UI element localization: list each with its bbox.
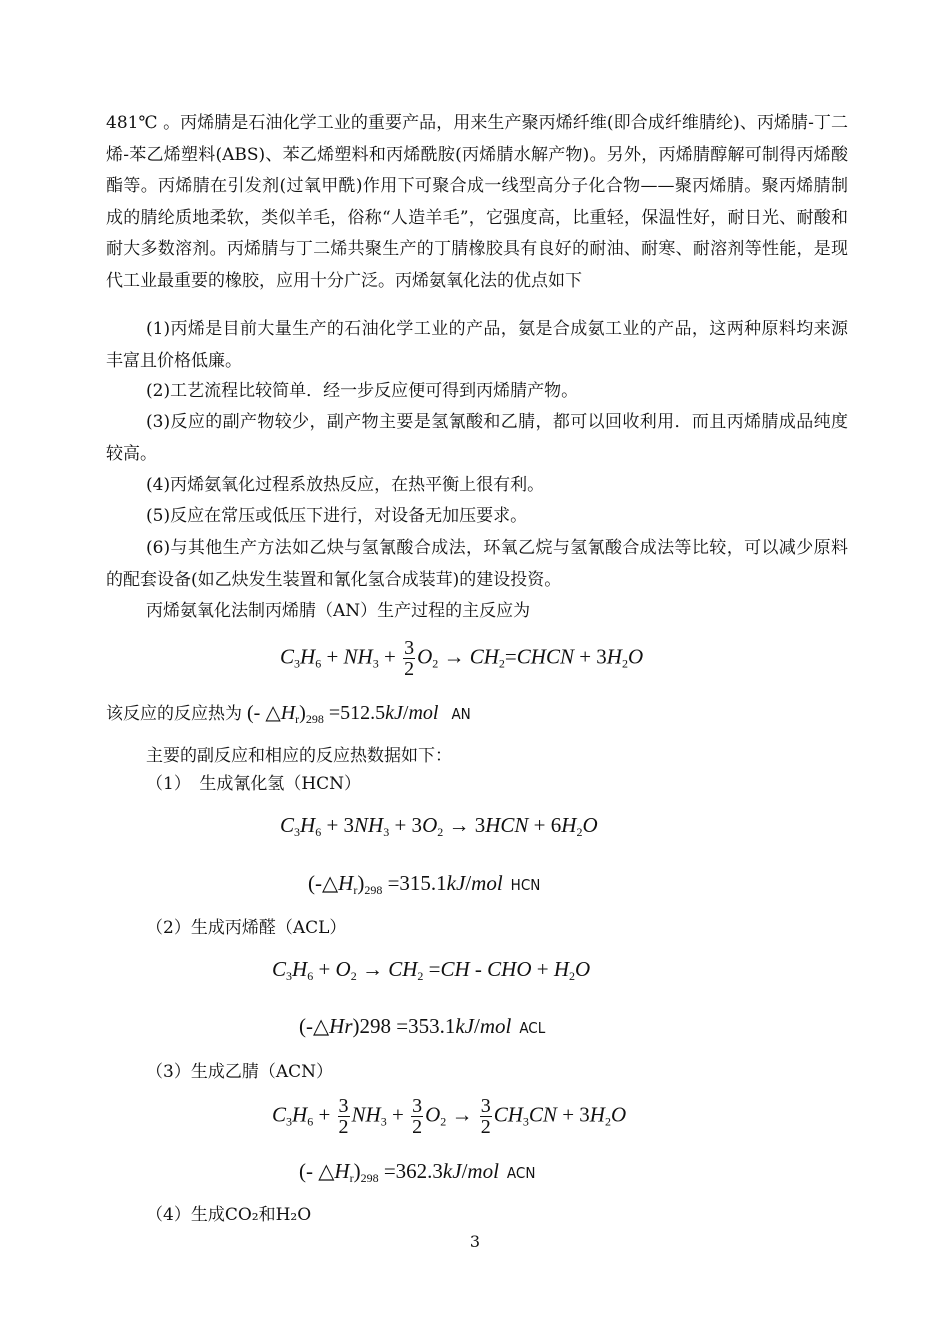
acl-heat-unit: ACL — [519, 1019, 546, 1037]
side-reaction-2-label: （2）生成丙烯醛（ACL） — [146, 918, 347, 938]
acn-heat-value: =362.3 — [383, 1159, 443, 1183]
main-reaction-intro: 丙烯氨氧化法制丙烯腈（AN）生产过程的主反应为 — [146, 601, 531, 621]
side-reaction-3-label: （3）生成乙腈（ACN） — [146, 1062, 333, 1082]
main-heat-intro: 该反应的反应热为 — [106, 704, 242, 724]
side-reaction-1-label: （1） 生成氰化氢（HCN） — [146, 774, 362, 794]
acl-heat: (-△Hr)298 =353.1kJ/mol ACL — [299, 1014, 546, 1038]
side-reaction-4-label: （4）生成CO₂和H₂O — [146, 1205, 312, 1225]
main-heat-unit: AN — [451, 705, 471, 723]
hcn-heat: $(-\triangle H_r)_{298} =315.1kJ/mol$ HCN — [308, 871, 541, 897]
acn-heat: (- $\triangle H_r)_{298} =362.3kJ/mol$ ACN — [299, 1159, 536, 1185]
hcn-heat-unit: HCN — [510, 876, 541, 894]
hcn-equation: $C_3H_6 + 3NH_3 + 3O_2 \to 3HCN + 6H_2O$ — [280, 813, 598, 839]
advantage-5: (5)反应在常压或低压下进行，对设备无加压要求。 — [146, 506, 528, 526]
acn-heat-unit: ACN — [506, 1164, 536, 1182]
hcn-heat-value: =315.1 — [387, 871, 447, 895]
advantage-1: (1)丙烯是目前大量生产的石油化学工业的产品，氨是合成氨工业的产品，这两种原料均来源丰富且价格低廉。 — [106, 319, 848, 371]
acl-heat-value: =353.1 — [396, 1014, 456, 1038]
page-number: 3 — [469, 1232, 481, 1251]
intro-paragraph: 481℃ 。丙烯腈是石油化学工业的重要产品，用来生产聚丙烯纤维(即合成纤维腈纶)、丙烯腈-丁二烯-苯乙烯塑料(ABS)、苯乙烯塑料和丙烯酰胺(丙烯腈水解产物)。另外，丙烯腈醇解可制得丙烯酸酯等。丙烯腈在引发剂(过氧甲酰)作用下可聚合成一线型高分子化合物——聚丙烯腈。聚丙烯腈制成的腈纶质地柔软，类似羊毛，俗称“人造羊毛”，它强度高，比重轻，保温性好，耐日光、耐酸和耐大多数溶剂。丙烯腈与丁二烯共聚生产的丁腈橡胶具有良好的耐油、耐寒、耐溶剂等性能，是现代工业最重要的橡胶，应用十分广泛。丙烯氨氧化法的优点如下 — [106, 113, 848, 291]
advantage-3: (3)反应的副产物较少，副产物主要是氢氰酸和乙腈，都可以回收利用．而且丙烯腈成品纯度较高。 — [106, 412, 848, 464]
acn-equation: $C_3H_6$ + $\frac{3}{2}$ $NH_3$ + $\frac{3}{2}$ $O_2$ → $\frac{3}{2}$ $CH_3CN + 3H_2O$ — [272, 1095, 627, 1138]
advantage-2: (2)工艺流程比较简单．经一步反应便可得到丙烯腈产物。 — [146, 381, 579, 401]
side-reactions-intro: 主要的副反应和相应的反应热数据如下： — [146, 746, 452, 766]
main-heat-line: 该反应的反应热为 (- $\triangle H_r)_{298} =512.5kJ/mol$ AN — [106, 702, 471, 726]
acl-equation: $C_3H_6 + O_2 \to CH_2 =CH$ - CHO + $H_2O$ — [272, 957, 591, 983]
main-heat-value: =512.5 — [328, 702, 386, 724]
advantage-6: (6)与其他生产方法如乙炔与氢氰酸合成法，环氧乙烷与氢氰酸合成法等比较，可以减少原料的配套设备(如乙炔发生装置和氰化氢合成装茸)的建设投资。 — [106, 538, 848, 590]
main-reaction-equation: $C_3H_6 + NH_3$ + $\frac{3}{2}$ $O_2$ → $CH_2=CHCN + 3H_2O$ — [280, 637, 644, 680]
advantage-4: (4)丙烯氨氧化过程系放热反应，在热平衡上很有利。 — [146, 475, 545, 495]
